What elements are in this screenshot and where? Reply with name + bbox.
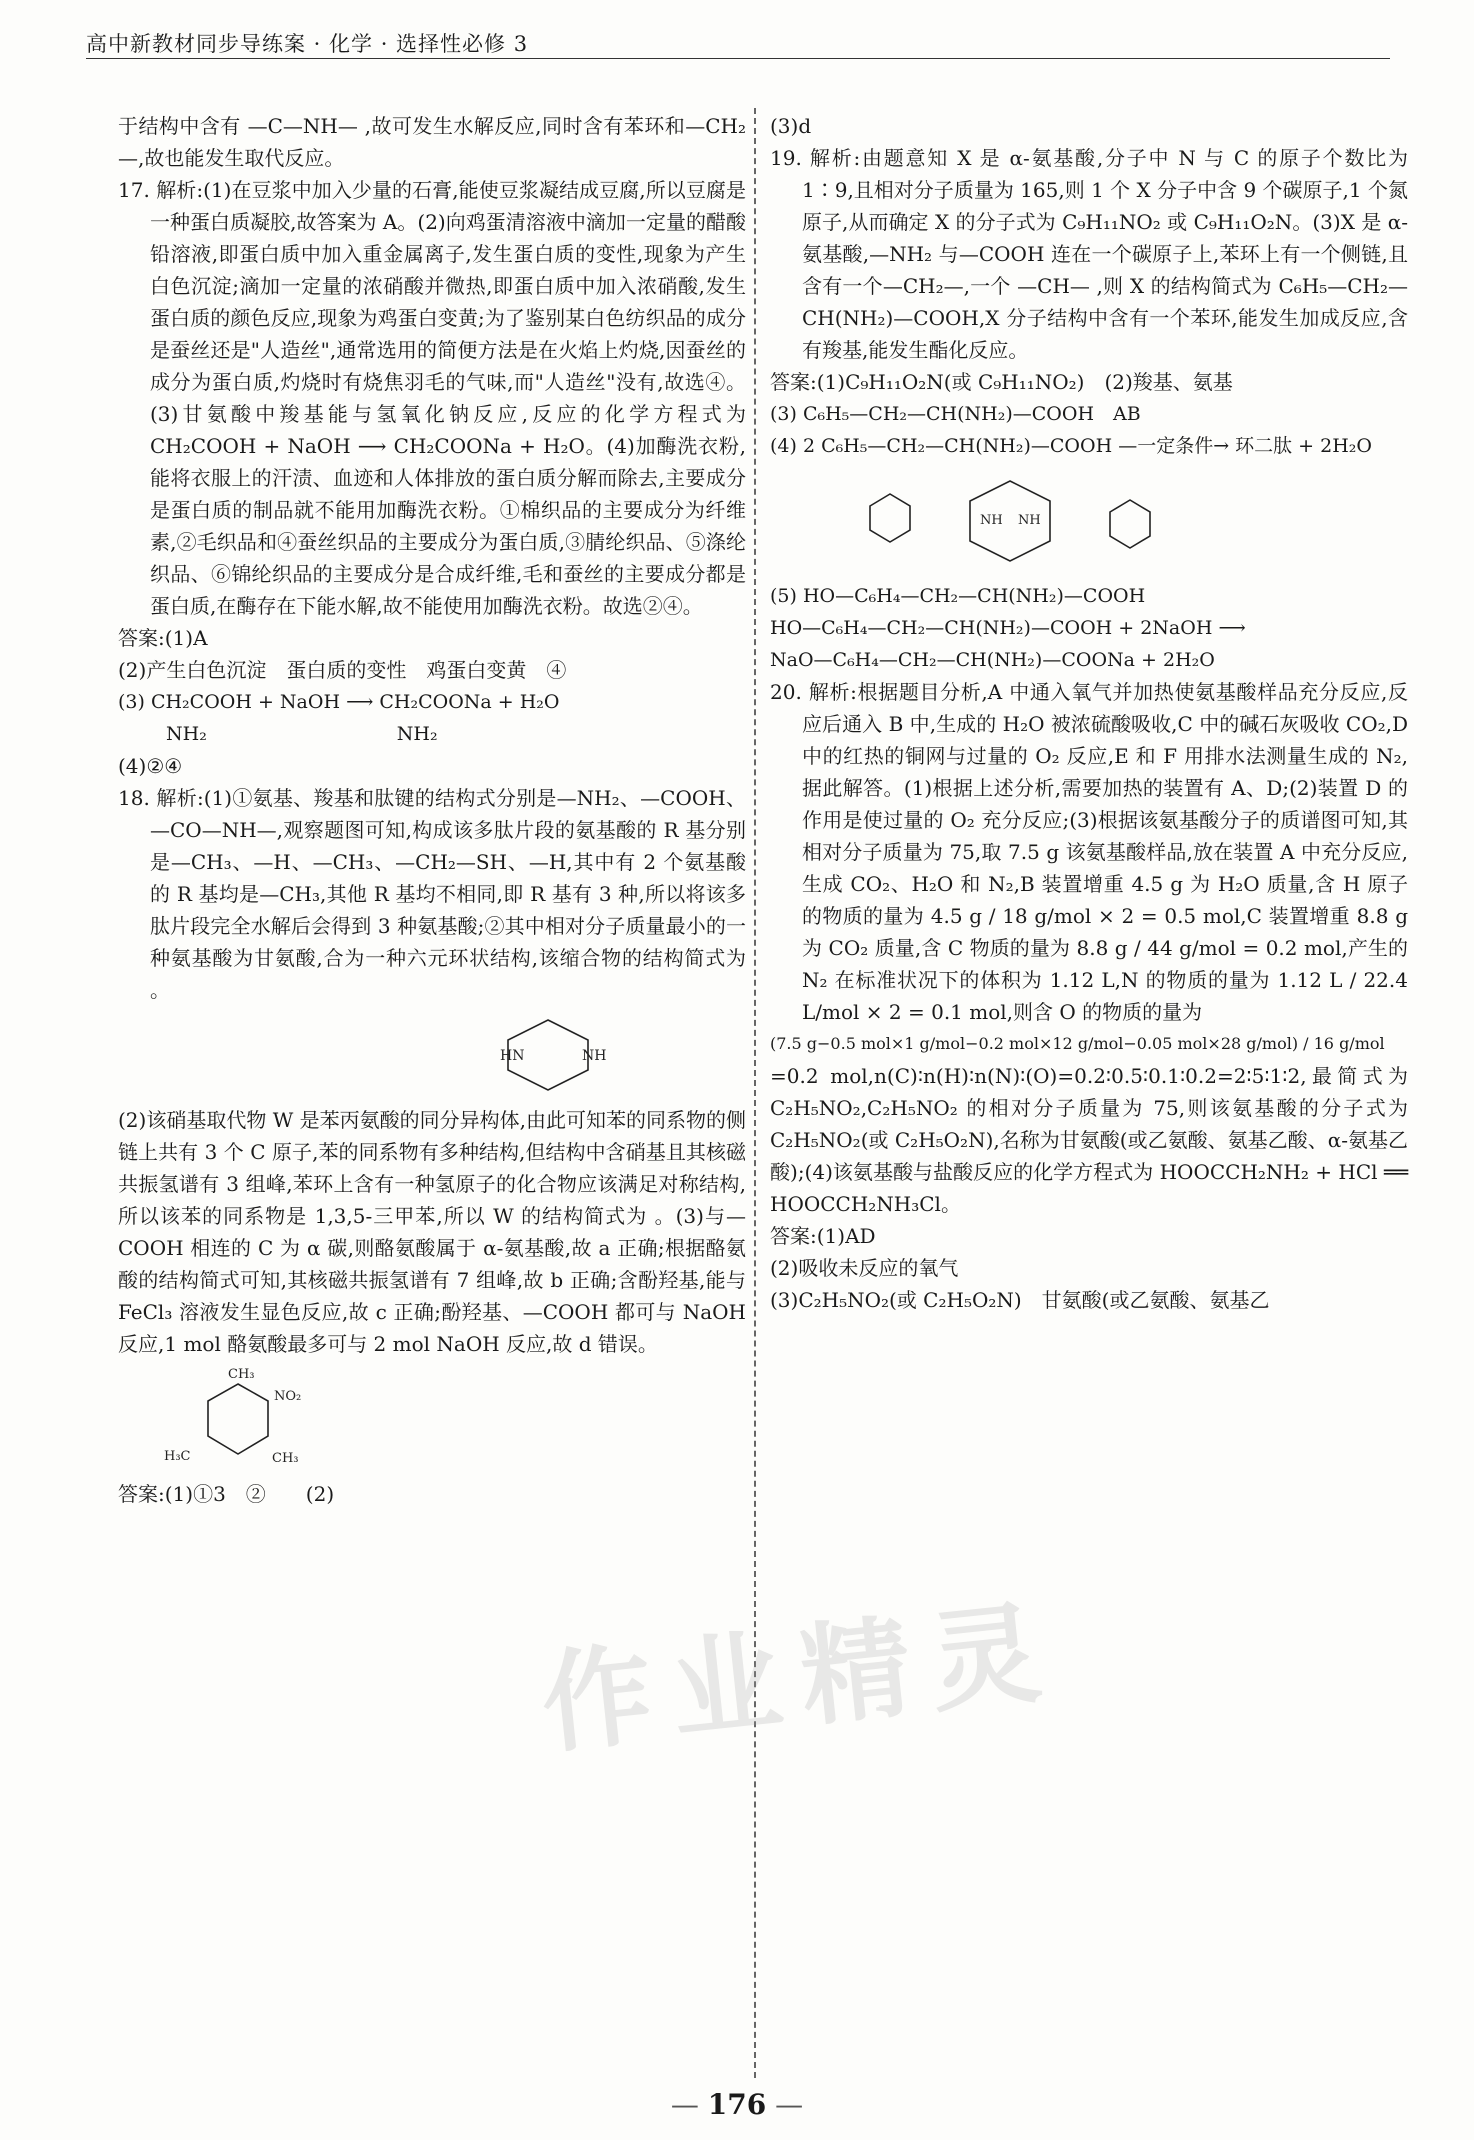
q18-explanation-1: 18. 解析:(1)①氨基、羧基和肽键的结构式分别是—NH₂、—COOH、—CO—NH—,观察题图可知,构成该多肽片段的氨基酸的 R 基分别是—CH₃、—H、—CH₃、—CH₂—SH、—H,其中有 2 个氨基酸的 R 基均是—CH₃,其他 R 基均不相同,即 R 基有 3 种,所以将该多肽片段完全水解后会得到 3 种氨基酸;②其中相对分子质量最小的一种氨基酸为甘氨酸,合为一种六元环状结构,该缩合物的结构简式为 。 [118, 786, 746, 1002]
q16-tail: 于结构中含有 —C—NH— ,故可发生水解反应,同时含有苯环和—CH₂—,故也能发生取代反应。 [118, 114, 746, 170]
header-rule [86, 58, 1390, 59]
q19-answer-5c: NaO—C₆H₄—CH₂—CH(NH₂)—COONa + 2H₂O [770, 649, 1215, 671]
diketopiperazine-structure [118, 1010, 746, 1100]
q20-answer-1: 答案:(1)AD [770, 1224, 876, 1248]
q17-answer-3: (3) CH₂COOH + NaOH ⟶ CH₂COONa + H₂O [118, 691, 560, 713]
q20-explanation-2: =0.2 mol,n(C)∶n(H)∶n(N)∶(O)=0.2∶0.5∶0.1∶0.2=2∶5∶1∶2,最简式为 C₂H₅NO₂,C₂H₅NO₂ 的相对分子质量为 75,则该氨基酸的分子式为 C₂H₅NO₂(或 C₂H₅O₂N),名称为甘氨酸(或乙氨酸、氨基乙酸、α-氨基乙酸);(4)该氨基酸与盐酸反应的化学方程式为 HOOCCH₂NH₂ + HCl ══ HOOCCH₂NH₃Cl。 [770, 1064, 1408, 1216]
svg-text:NH: NH [980, 513, 1003, 528]
page-number-dash-right: — [766, 2088, 804, 2121]
trimethyl-nitrobenzene-structure [118, 1364, 746, 1474]
q19-answer-5a: (5) HO—C₆H₄—CH₂—CH(NH₂)—COOH [770, 585, 1146, 607]
svg-text:CH₃: CH₃ [272, 1451, 299, 1466]
page-number-dash-left: — [670, 2088, 708, 2121]
q17-answer-2: (2)产生白色沉淀 蛋白质的变性 鸡蛋白变黄 ④ [118, 658, 567, 682]
q17-explanation: 17. 解析:(1)在豆浆中加入少量的石膏,能使豆浆凝结成豆腐,所以豆腐是一种蛋白质凝胶,故答案为 A。(2)向鸡蛋清溶液中滴加一定量的醋酸铅溶液,即蛋白质中加入重金属离子,发生蛋白质的变性,现象为产生白色沉淀;滴加一定量的浓硝酸并微热,即蛋白质中加入浓硝酸,发生蛋白质的颜色反应,现象为鸡蛋白变黄;为了鉴别某白色纺织品的成分是蚕丝还是"人造丝",通常选用的简便方法是在火焰上灼烧,因蚕丝的成分为蛋白质,灼烧时有烧焦羽毛的气味,而"人造丝"没有,故选④。(3)甘氨酸中羧基能与氢氧化钠反应,反应的化学方程式为 CH₂COOH + NaOH ⟶ CH₂COONa + H₂O。(4)加酶洗衣粉,能将衣服上的汗渍、血迹和人体排放的蛋白质分解而除去,主要成分是蛋白质的制品就不能用加酶洗衣粉。①棉织品的主要成分为纤维素,②毛织品和④蚕丝织品的主要成分为蛋白质,③腈纶织品、⑤涤纶织品、⑥锦纶织品的主要成分是合成纤维,毛和蚕丝的主要成分都是蛋白质,在酶存在下能水解,故不能使用加酶洗衣粉。故选②④。 [118, 178, 746, 618]
cyclic-dipeptide-structure [770, 466, 1408, 576]
q19-answer-1: 答案:(1)C₉H₁₁O₂N(或 C₉H₁₁NO₂) (2)羧基、氨基 [770, 370, 1233, 394]
q18-answer-3: (3)d [770, 114, 812, 138]
q17-answer-3-sub: NH₂ NH₂ [166, 723, 438, 745]
column-divider [754, 108, 756, 2078]
q20-explanation-1: 20. 解析:根据题目分析,A 中通入氧气并加热使氨基酸样品充分反应,反应后通入 B 中,生成的 H₂O 被浓硫酸吸收,C 中的碱石灰吸收 CO₂,D 中的红热的铜网与过量的 O₂ 反应,E 和 F 用排水法测量生成的 N₂,据此解答。(1)根据上述分析,需要加热的装置有 A、D;(2)装置 D 的作用是使过量的 O₂ 充分反应;(3)根据该氨基酸分子的质谱图可知,其相对分子质量为 75,取 7.5 g 该氨基酸样品,放在装置 A 中充分反应,生成 CO₂、H₂O 和 N₂,B 装置增重 4.5 g 为 H₂O 质量,含 H 原子的物质的量为 4.5 g / 18 g/mol × 2 = 0.5 mol,C 装置增重 8.8 g 为 CO₂ 质量,含 C 物质的量为 8.8 g / 44 g/mol = 0.2 mol,产生的 N₂ 在标准状况下的体积为 1.12 L,N 的物质的量为 1.12 L / 22.4 L/mol × 2 = 0.1 mol,则含 O 的物质的量为 [770, 680, 1408, 1024]
q19-explanation: 19. 解析:由题意知 X 是 α-氨基酸,分子中 N 与 C 的原子个数比为 1∶9,且相对分子质量为 165,则 1 个 X 分子中含 9 个碳原子,1 个氮原子,从而确定 X 的分子式为 C₉H₁₁NO₂ 或 C₉H₁₁O₂N。(3)X 是 α-氨基酸,—NH₂ 与—COOH 连在一个碳原子上,苯环上有一个侧链,且含有一个—CH₂—,一个 —CH— ,则 X 的结构简式为 C₆H₅—CH₂—CH(NH₂)—COOH,X 分子结构中含有一个苯环,能发生加成反应,含有羧基,能发生酯化反应。 [770, 146, 1408, 362]
q17-answer-1: 答案:(1)A [118, 626, 208, 650]
svg-text:H₃C: H₃C [164, 1449, 191, 1464]
running-header: 高中新教材同步导练案 · 化学 · 选择性必修 3 [86, 32, 529, 56]
q17-answer-4: (4)②④ [118, 754, 183, 778]
svg-text:NH: NH [582, 1048, 607, 1064]
page-number-value: 176 [707, 2088, 767, 2121]
svg-text:CH₃: CH₃ [228, 1367, 255, 1382]
q19-answer-5b: HO—C₆H₄—CH₂—CH(NH₂)—COOH + 2NaOH ⟶ [770, 617, 1246, 639]
oxygen-fraction: (7.5 g−0.5 mol×1 g/mol−0.2 mol×12 g/mol−0.05 mol×28 g/mol) / 16 g/mol [770, 1034, 1385, 1053]
q18-answer: 答案:(1)①3 ② (2) [118, 1482, 335, 1506]
svg-text:NO₂: NO₂ [274, 1389, 302, 1404]
svg-text:NH: NH [1018, 513, 1041, 528]
svg-text:HN: HN [500, 1048, 525, 1064]
page-number [0, 2088, 1474, 2121]
right-column [770, 110, 1408, 1316]
q19-answer-4: (4) 2 C₆H₅—CH₂—CH(NH₂)—COOH —一定条件→ 环二肽 + 2H₂O [770, 435, 1372, 457]
q19-answer-3: (3) C₆H₅—CH₂—CH(NH₂)—COOH AB [770, 403, 1141, 425]
left-column [118, 110, 746, 1510]
q20-answer-3: (3)C₂H₅NO₂(或 C₂H₅O₂N) 甘氨酸(或乙氨酸、氨基乙 [770, 1288, 1270, 1312]
watermark: 作业精灵 [535, 1587, 1067, 1769]
q18-explanation-2: (2)该硝基取代物 W 是苯丙氨酸的同分异构体,由此可知苯的同系物的侧链上共有 3 个 C 原子,苯的同系物有多种结构,但结构中含硝基且其核磁共振氢谱有 3 组峰,苯环上含有一种氢原子的化合物应该满足对称结构,所以该苯的同系物是 1,3,5-三甲苯,所以 W 的结构简式为 。(3)与—COOH 相连的 C 为 α 碳,则酪氨酸属于 α-氨基酸,故 a 正确;根据酪氨酸的结构简式可知,其核磁共振氢谱有 7 组峰,故 b 正确;含酚羟基,能与 FeCl₃ 溶液发生显色反应,故 c 正确;酚羟基、—COOH 都可与 NaOH 反应,1 mol 酪氨酸最多可与 2 mol NaOH 反应,故 d 错误。 [118, 1108, 746, 1356]
q20-answer-2: (2)吸收未反应的氧气 [770, 1256, 959, 1280]
